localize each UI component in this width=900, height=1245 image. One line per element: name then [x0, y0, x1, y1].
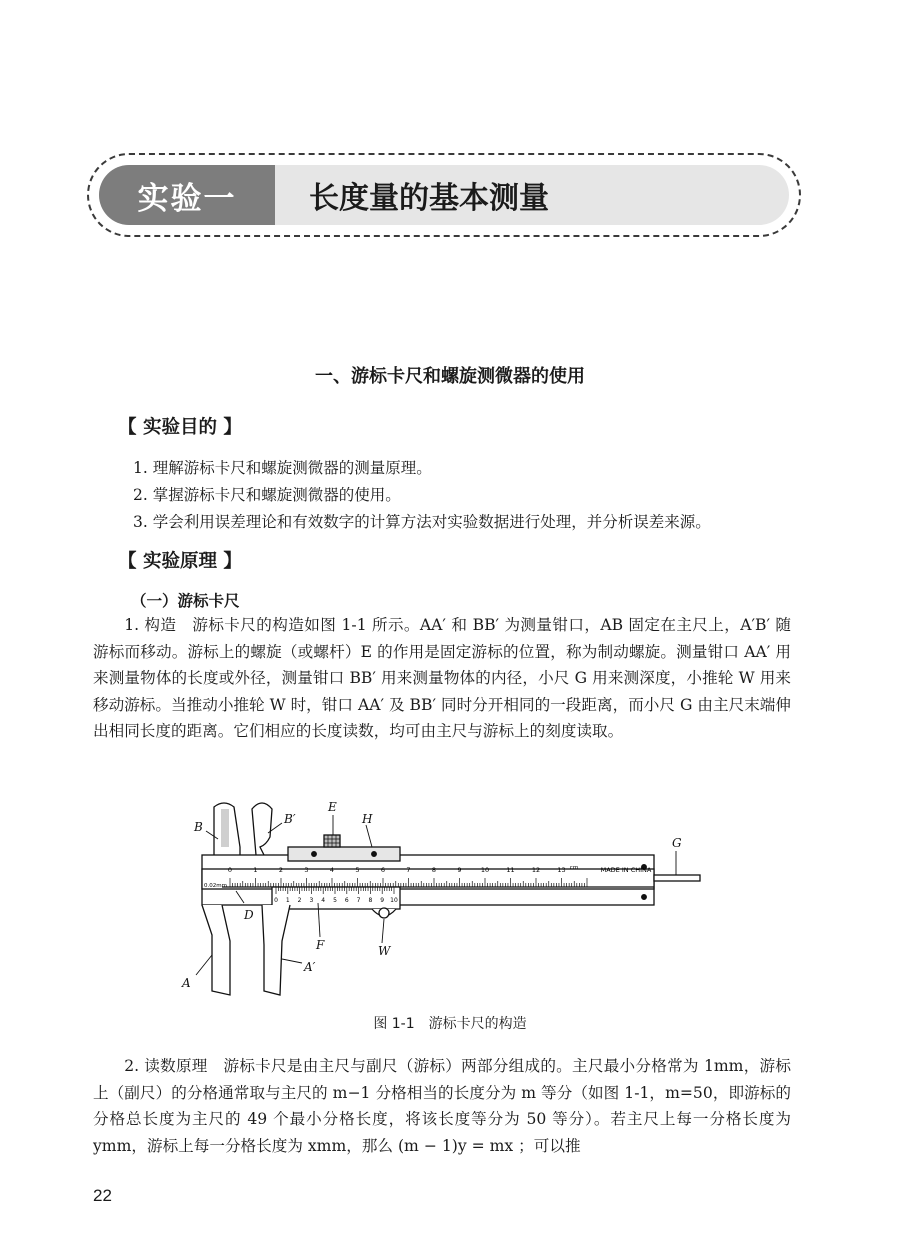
reading-principle-paragraph: 2. 读数原理 游标卡尺是由主尺与副尺（游标）两部分组成的。主尺最小分格常为 1mm，游标上（副尺）的分格通常取与主尺的 m−1 分格相当的长度分为 m 等分（如图 1-1，m=50，即游标的分格总长度为主尺的 49 个最小分格长度，将该长度等分为 50 等分）。若主尺上每一分格长度为 ymm，游标上每一分格长度为 xmm，那么 (m − 1)y = mx ；可以推 [93, 1057, 791, 1155]
main-scale-number: 6 [380, 866, 386, 874]
main-scale-number: 2 [278, 866, 284, 874]
structure-paragraph: 1. 构造 游标卡尺的构造如图 1-1 所示。AA′ 和 BB′ 为测量钳口，AB 固定在主尺上，A′B′ 随游标而移动。游标上的螺旋（或螺杆）E 的作用是固定游标的位置，称为制动螺旋。测量钳口 AA′ 用来测量物体的长度或外径，测量钳口 BB′ 用来测量物体的内径，小尺 G 用来测深度，小推轮 W 用来移动游标。当推动小推轮 W 时，钳口 AA′ 及 BB′ 同时分开相同的一段距离，而小尺 G 由主尺末端伸出相同长度的距离。它们相应的长度读数，均可由主尺与游标上的刻度读取。 [93, 616, 791, 741]
purpose-item-2: 2. 掌握游标卡尺和螺旋测微器的使用。 [133, 486, 401, 504]
vernier-scale-number: 8 [368, 897, 373, 904]
label-E: E [328, 800, 337, 814]
label-D: D [244, 908, 254, 922]
section-title: 一、游标卡尺和螺旋测微器的使用 [315, 366, 585, 387]
main-scale-number: 3 [304, 866, 309, 874]
label-H: H [362, 812, 373, 826]
main-scale-number: 13 [557, 866, 566, 874]
vernier-scale-number: 9 [380, 897, 385, 904]
figure-caption: 图 1-1 游标卡尺的构造 [373, 1016, 527, 1032]
main-scale-number: 9 [457, 866, 462, 874]
vernier-subheading: （一）游标卡尺 [131, 592, 240, 610]
purpose-heading: 【 实验目的 】 [118, 417, 242, 438]
unit-label: cm [569, 865, 579, 871]
maker-text: MADE IN CHINA [600, 866, 652, 874]
chapter-number: 实验一 [99, 165, 275, 225]
vernier-scale-number: 4 [321, 897, 326, 904]
precision-text: 0.02mm [204, 883, 227, 889]
label-A: A [182, 976, 191, 990]
main-scale-number: 4 [329, 866, 335, 874]
main-scale-number: 7 [406, 866, 411, 874]
vernier-scale-number: 1 [285, 897, 290, 904]
label-G: G [672, 836, 682, 850]
main-scale-number: 8 [431, 866, 437, 874]
main-scale-number: 1 [253, 866, 258, 874]
vernier-scale-number: 7 [356, 897, 361, 904]
page-number: 22 [93, 1186, 112, 1205]
purpose-item-3: 3. 学会利用误差理论和有效数字的计算方法对实验数据进行处理，并分析误差来源。 [133, 513, 711, 531]
label-F: F [316, 938, 325, 952]
purpose-item-1: 1. 理解游标卡尺和螺旋测微器的测量原理。 [133, 459, 432, 477]
label-B: B [194, 820, 203, 834]
vernier-scale-number: 3 [309, 897, 314, 904]
vernier-scale-number: 10 [390, 897, 398, 904]
label-A-prime: A′ [304, 960, 316, 974]
main-scale-number: 5 [355, 866, 360, 874]
vernier-scale-number: 5 [333, 897, 337, 904]
label-B-prime: B′ [284, 812, 296, 826]
main-scale-number: 10 [480, 866, 490, 874]
main-scale-number: 12 [531, 866, 541, 874]
chapter-banner [87, 153, 801, 237]
vernier-scale-number: 0 [274, 897, 278, 904]
principle-heading: 【 实验原理 】 [118, 551, 242, 572]
vernier-scale-number: 2 [297, 897, 302, 904]
main-scale-number: 0 [227, 866, 233, 874]
main-scale-number: 11 [506, 866, 515, 874]
label-W: W [378, 944, 391, 958]
chapter-title: 长度量的基本测量 [309, 181, 549, 216]
vernier-scale-number: 6 [344, 897, 349, 904]
vernier-caliper-figure [178, 795, 718, 1005]
chapter-banner-inner [99, 165, 789, 225]
